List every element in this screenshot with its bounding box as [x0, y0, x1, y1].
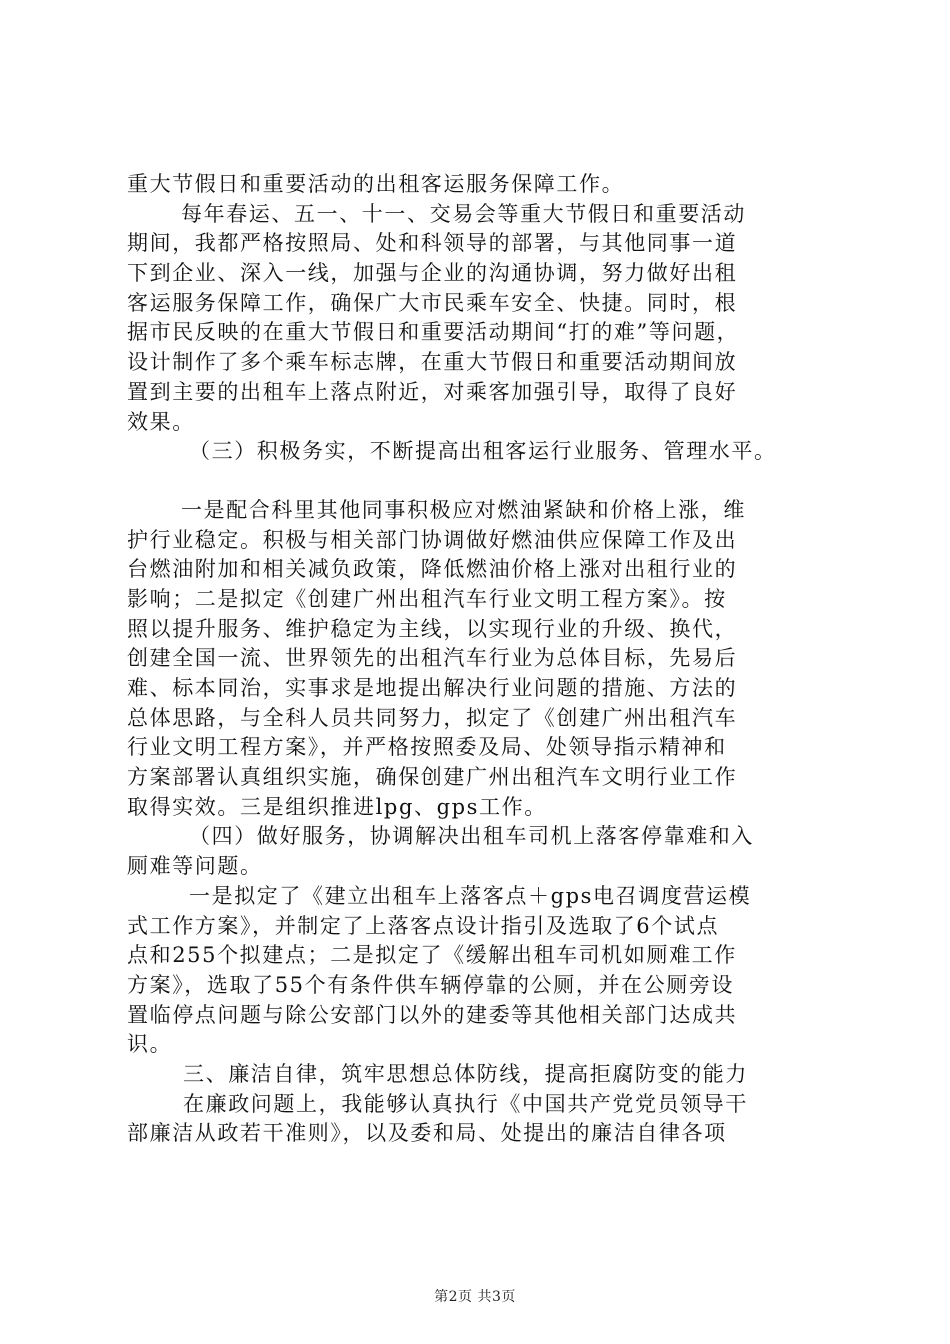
text-line: 识。: [127, 1032, 173, 1057]
text-line: 重大节假日和重要活动的出租客运服务保障工作。: [127, 172, 625, 196]
text-line: 下到企业、深入一线，加强与企业的沟通协调，努力做好出租: [127, 261, 738, 286]
text-line: 总体思路，与全科人员共同努力，拟定了《创建广州出租汽车: [127, 705, 738, 730]
text-line: 置到主要的出租车上落点附近，对乘客加强引导，取得了良好: [127, 379, 738, 404]
text-line: 设计制作了多个乘车标志牌，在重大节假日和重要活动期间放: [127, 350, 738, 375]
page-number-footer: 第2页 共3页: [434, 1289, 516, 1305]
text-line: 置临停点问题与除公安部门以外的建委等其他相关部门达成共: [127, 1002, 738, 1027]
text-line: 行业文明工程方案》，并严格按照委及局、处领导指示精神和: [127, 735, 727, 760]
blank-line: [127, 467, 847, 496]
text-line: 部廉洁从政若干准则》，以及委和局、处提出的廉洁自律各项: [127, 1121, 727, 1146]
text-line: 客运服务保障工作，确保广大市民乘车安全、快捷。同时，根: [127, 290, 738, 315]
text-line: 点和255个拟建点；二是拟定了《缓解出租车司机如厕难工作: [127, 943, 737, 968]
section-heading: 三、廉洁自律，筑牢思想总体防线，提高拒腐防变的能力: [183, 1061, 748, 1086]
text-line: 方案》，选取了55个有条件供车辆停靠的公厕，并在公厕旁设: [127, 972, 735, 997]
section-heading: （三）积极务实，不断提高出租客运行业服务、管理水平。: [189, 439, 777, 464]
text-line: 取得实效。三是组织推进lpg、gps工作。: [127, 794, 547, 819]
text-line: 一是拟定了《建立出租车上落客点＋gps电召调度营运模: [189, 883, 752, 908]
text-line: 创建全国一流、世界领先的出租汽车行业为总体目标，先易后: [127, 646, 738, 671]
text-line: 照以提升服务、维护稳定为主线，以实现行业的升级、换代，: [127, 616, 738, 641]
body-text: [127, 170, 847, 1149]
text-line: 式工作方案》，并制定了上落客点设计指引及选取了6个试点: [127, 913, 720, 938]
text-line: 台燃油附加和相关减负政策，降低燃油价格上涨对出租行业的: [127, 557, 738, 582]
section-heading: （四）做好服务，协调解决出租车司机上落客停靠难和入: [189, 824, 754, 849]
text-line: 每年春运、五一、十一、交易会等重大节假日和重要活动: [181, 201, 746, 226]
text-line: 难、标本同治，实事求是地提出解决行业问题的措施、方法的: [127, 676, 738, 700]
text-line: 在廉政问题上，我能够认真执行《中国共产党党员领导干: [183, 1091, 748, 1116]
text-line: 据市民反映的在重大节假日和重要活动期间“打的难”等问题，: [127, 320, 740, 345]
text-line: 护行业稳定。积极与相关部门协调做好燃油供应保障工作及出: [127, 527, 738, 552]
text-line: 方案部署认真组织实施，确保创建广州出租汽车文明行业工作: [127, 765, 738, 790]
text-line: 期间，我都严格按照局、处和科领导的部署，与其他同事一道: [127, 231, 738, 256]
text-line: 厕难等问题。: [127, 854, 263, 879]
text-line: 一是配合科里其他同事积极应对燃油紧缺和价格上涨，维: [181, 497, 746, 522]
text-line: 影响；二是拟定《创建广州出租汽车行业文明工程方案》。按: [127, 586, 727, 611]
text-line: 效果。: [127, 409, 195, 434]
